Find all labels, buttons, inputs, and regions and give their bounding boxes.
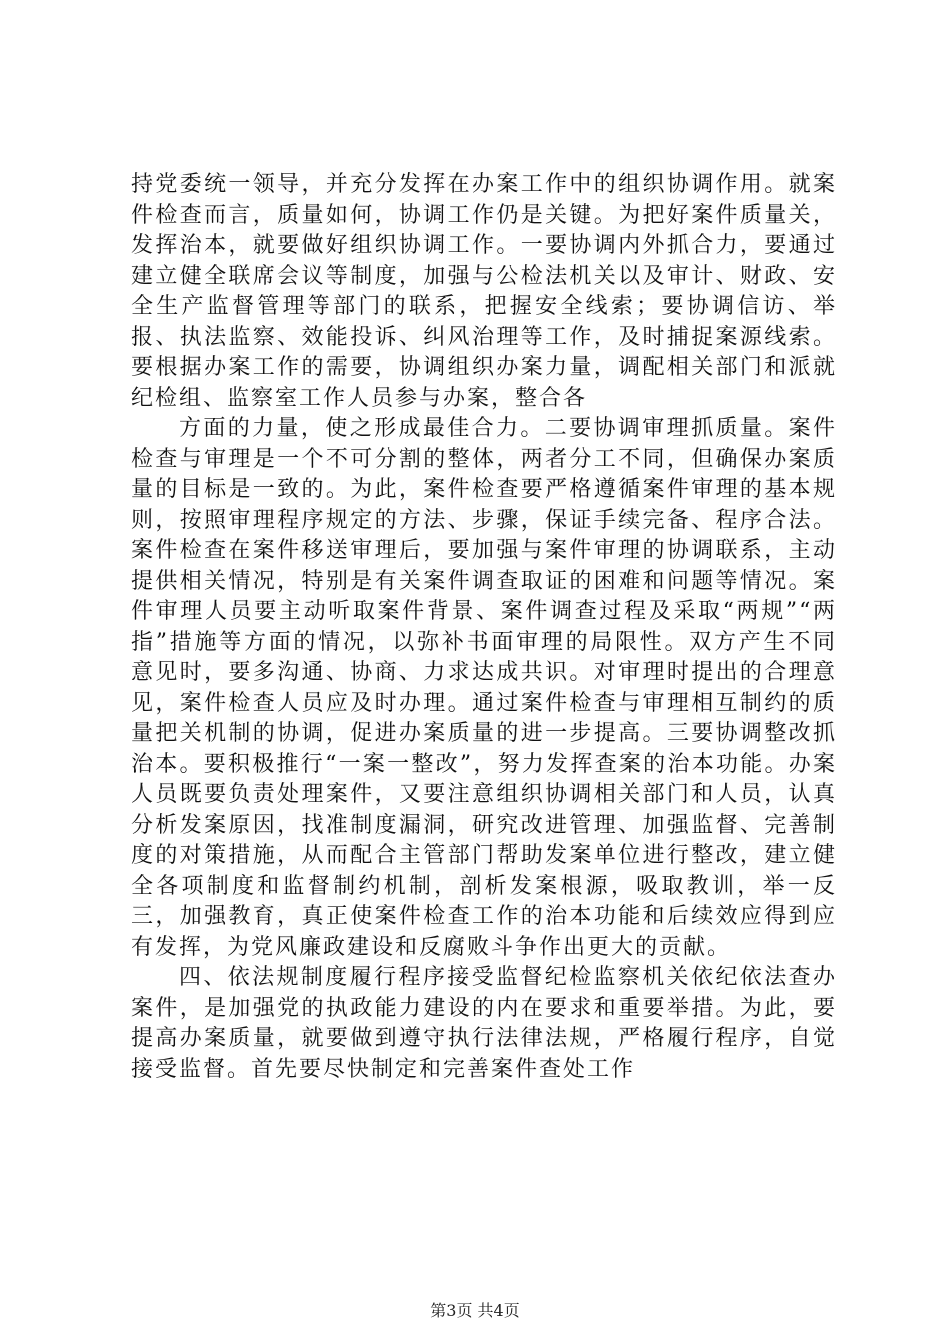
paragraph-2: 方面的力量，使之形成最佳合力。二要协调审理抓质量。案件检查与审理是一个不可分割的整体，两者分工不同，但确保办案质量的目标是一致的。为此，案件检查要严格遵循案件审理的基本规则，按照审理程序规定的方法、步骤，保证手续完备、程序合法。案件检查在案件移送审理后，要加强与案件审理的协调联系，主动提供相关情况，特别是有关案件调查取证的困难和问题等情况。案件审理人员要主动听取案件背景、案件调查过程及采取“两规”“两指”措施等方面的情况，以弥补书面审理的局限性。双方产生不同意见时，要多沟通、协商、力求达成共识。对审理时提出的合理意见，案件检查人员应及时办理。通过案件检查与审理相互制约的质量把关机制的协调，促进办案质量的进一步提高。三要协调整改抓治本。要积极推行“一案一整改”，努力发挥查案的治本功能。办案人员既要负责处理案件，又要注意组织协调相关部门和人员，认真分析发案原因，找准制度漏洞，研究改进管理、加强监督、完善制度的对策措施，从而配合主管部门帮助发案单位进行整改，建立健全各项制度和监督制约机制，剖析发案根源，吸取教训，举一反三，加强教育，真正使案件检查工作的治本功能和后续效应得到应有发挥，为党风廉政建设和反腐败斗争作出更大的贡献。 <box>131 416 837 960</box>
paragraph-1: 持党委统一领导，并充分发挥在办案工作中的组织协调作用。就案件检查而言，质量如何，协调工作仍是关键。为把好案件质量关，发挥治本，就要做好组织协调工作。一要协调内外抓合力，要通过建立健全联席会议等制度，加强与公检法机关以及审计、财政、安全生产监督管理等部门的联系，把握安全线索；要协调信访、举报、执法监察、效能投诉、纠风治理等工作，及时捕捉案源线索。要根据办案工作的需要，协调组织办案力量，调配相关部门和派就纪检组、监察室工作人员参与办案，整合各 <box>131 172 837 411</box>
document-body <box>131 170 837 1085</box>
paragraph-3: 四、依法规制度履行程序接受监督纪检监察机关依纪依法查办案件，是加强党的执政能力建设的内在要求和重要举措。为此，要提高办案质量，就要做到遵守执行法律法规，严格履行程序，自觉接受监督。首先要尽快制定和完善案件查处工作 <box>131 965 837 1082</box>
page-number-footer: 第3页 共4页 <box>430 1301 520 1320</box>
